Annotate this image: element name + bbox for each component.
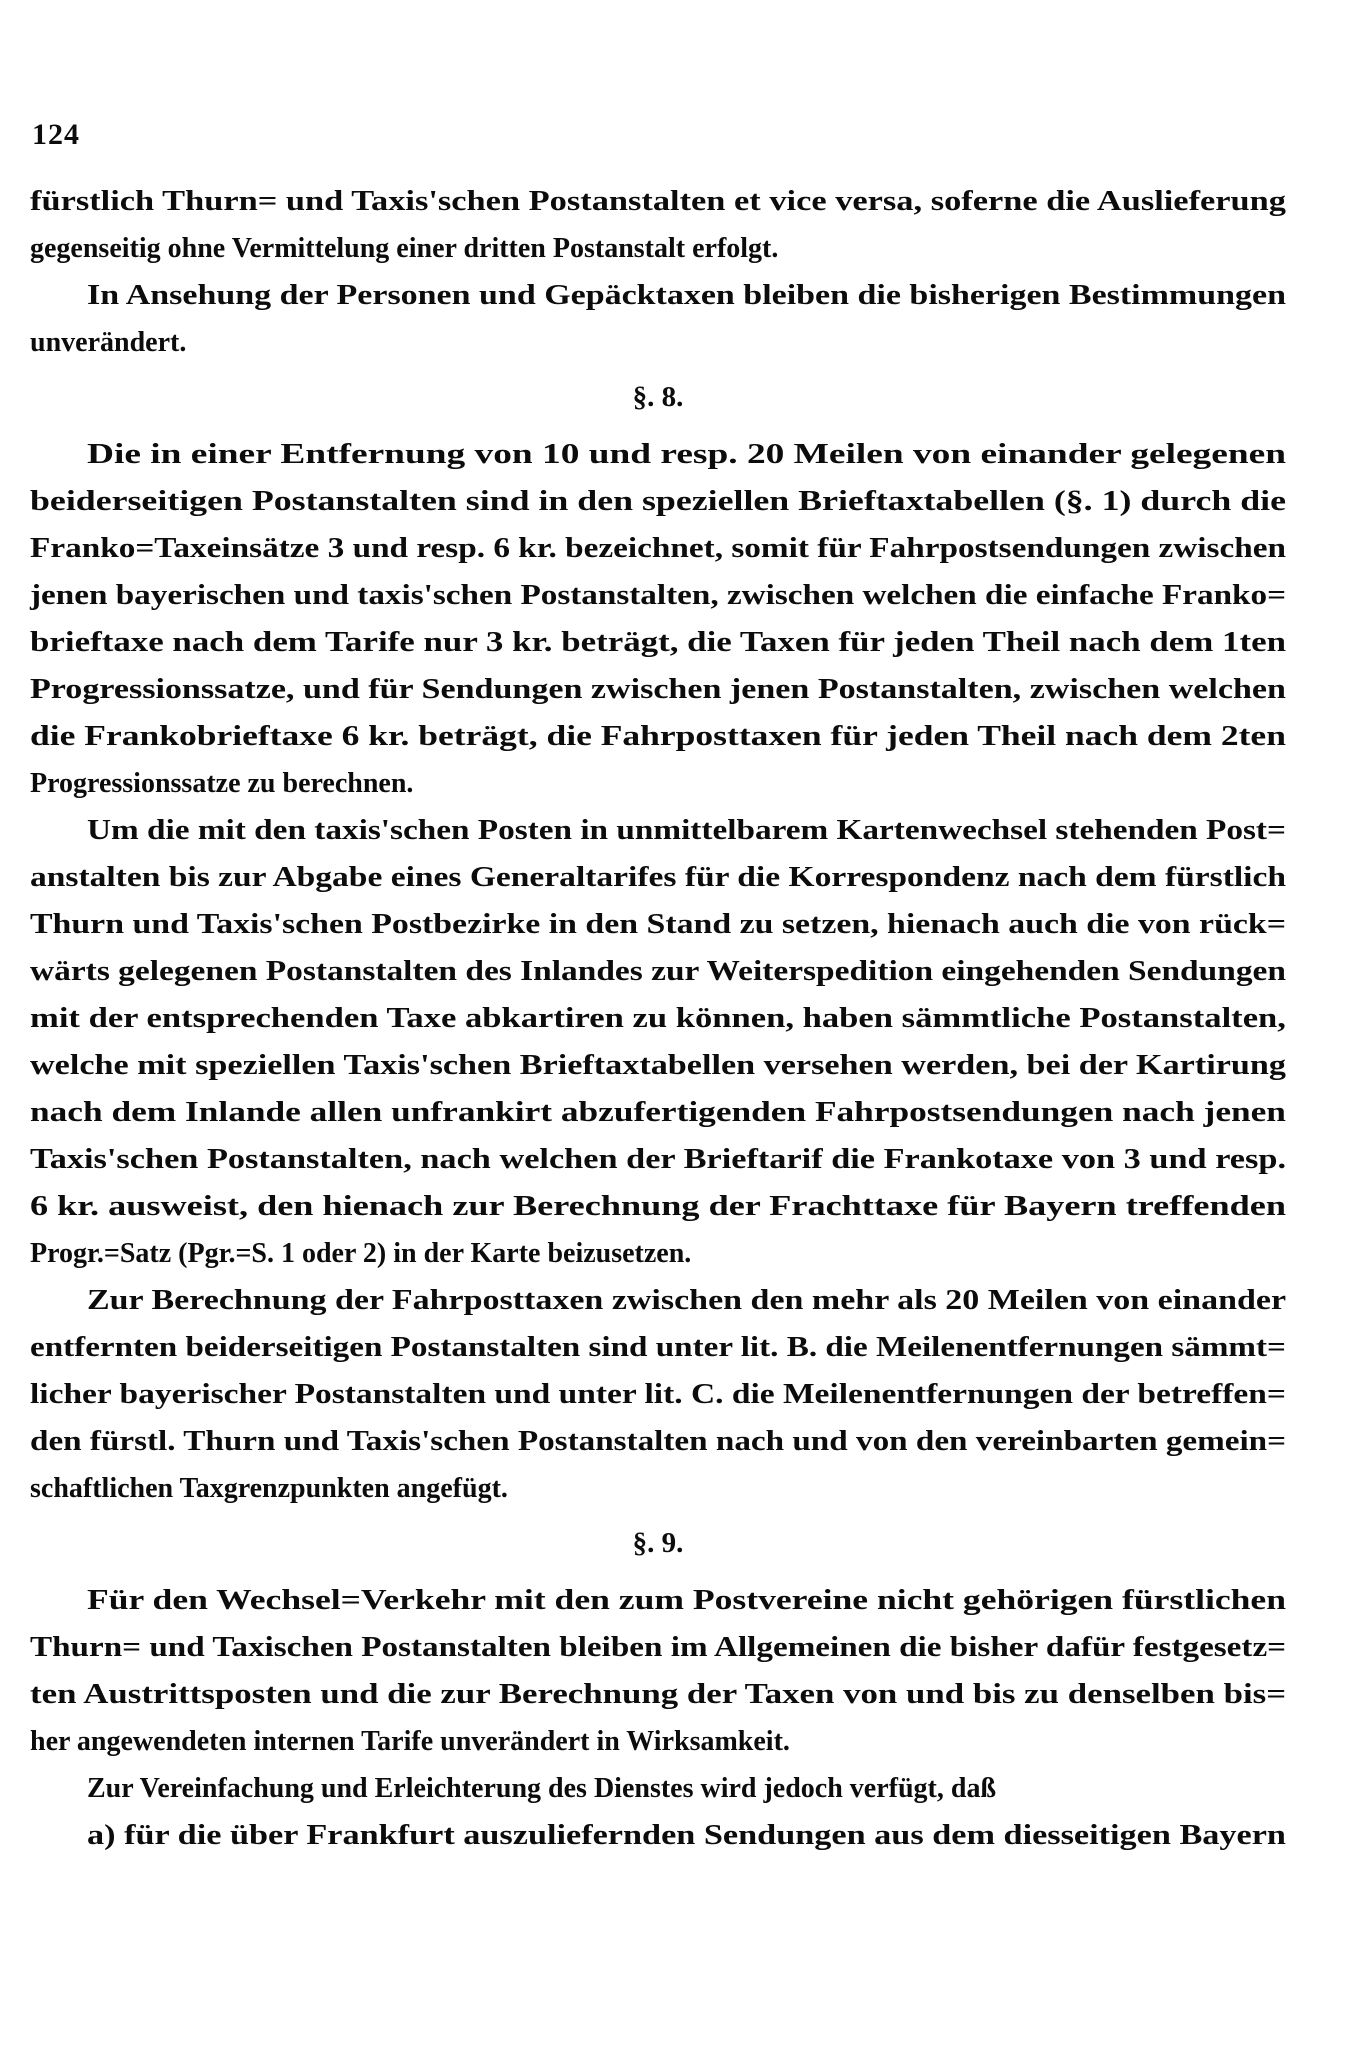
paragraph [30,807,1286,1277]
text-line [30,901,1286,948]
section-heading: §. 9. [632,1527,684,1559]
text-line-content: Taxis'schen Postanstalten, nach welchen der Brieftarif die Frankotaxe von 3 und resp. [30,1144,1287,1175]
text-line-content: In Ansehung der Personen und Gepäcktaxen bleiben die bisherigen Bestimmungen [87,280,1286,311]
text-line-content: entfernten beiderseitigen Postanstalten sind unter lit. B. die Meilenentfernungen sämmt= [30,1332,1286,1363]
text-line [30,854,1286,901]
text-line [30,225,1286,272]
text-line-content: Franko=Taxeinsätze 3 und resp. 6 kr. bezeichnet, somit für Fahrpostsendungen zwischen [30,533,1286,564]
text-line [30,431,1286,478]
text-line-content: unverändert. [30,327,187,358]
text-line-content: mit der entsprechenden Taxe abkartiren zu können, haben sämmtliche Postanstalten, [30,1003,1286,1034]
text-line [30,619,1286,666]
text-line-content: nach dem Inlande allen unfrankirt abzufertigenden Fahrpostsendungen nach jenen [30,1097,1286,1128]
text-line-content: Zur Vereinfachung und Erleichterung des Dienstes wird jedoch verfügt, daß [87,1773,997,1804]
paragraph [30,1277,1286,1512]
text-line [30,1136,1286,1183]
text-line [30,272,1286,319]
text-line-content: den fürstl. Thurn und Taxis'schen Postanstalten nach und von den vereinbarten gemein= [30,1426,1287,1457]
paragraph [30,1577,1286,1765]
text-line-content: Thurn= und Taxischen Postanstalten bleiben im Allgemeinen die bisher dafür festgesetz= [30,1632,1287,1663]
paragraph [30,1765,1286,1812]
text-line-content: Um die mit den taxis'schen Posten in unmittelbarem Kartenwechsel stehenden Post= [87,815,1286,846]
page-body-text [30,178,1286,1859]
page-number: 124 [32,118,80,151]
text-line [30,1718,1286,1765]
text-line [30,666,1286,713]
paragraph [30,431,1286,807]
text-line [30,995,1286,1042]
text-line-content: 6 kr. ausweist, den hienach zur Berechnung der Frachttaxe für Bayern treffenden [30,1191,1286,1222]
text-line-content: a) für die über Frankfurt auszuliefernden Sendungen aus dem diesseitigen Bayern [87,1820,1286,1851]
text-line-content: beiderseitigen Postanstalten sind in den speziellen Brieftaxtabellen (§. 1) durch die [30,486,1287,517]
text-line [30,1371,1286,1418]
text-line-content: die Frankobrieftaxe 6 kr. beträgt, die Fahrposttaxen für jeden Theil nach dem 2ten [30,721,1286,752]
text-line [30,1765,1286,1812]
list-item [30,1812,1286,1859]
text-line [30,478,1286,525]
text-line [30,1277,1286,1324]
text-line [30,1183,1286,1230]
text-line [30,1577,1286,1624]
text-line [30,1671,1286,1718]
text-line [30,713,1286,760]
text-line [30,1230,1286,1277]
text-line-content: licher bayerischer Postanstalten und unter lit. C. die Meilenentfernungen der betreffen= [30,1379,1286,1410]
section-heading: §. 8. [632,381,684,413]
text-line [30,1624,1286,1671]
text-line-content: her angewendeten internen Tarife unverändert in Wirksamkeit. [30,1726,790,1757]
paragraph [30,272,1286,366]
text-line-content: Thurn und Taxis'schen Postbezirke in den Stand zu setzen, hienach auch die von rück= [30,909,1286,940]
text-line-content: fürstlich Thurn= und Taxis'schen Postanstalten et vice versa, soferne die Auslieferung [30,186,1287,217]
text-line-content: Für den Wechsel=Verkehr mit den zum Postvereine nicht gehörigen fürstlichen [87,1585,1286,1616]
text-line [30,807,1286,854]
text-line-content: schaftlichen Taxgrenzpunkten angefügt. [30,1473,508,1504]
text-line-content: Zur Berechnung der Fahrposttaxen zwischen den mehr als 20 Meilen von einander [87,1285,1287,1316]
text-line-content: wärts gelegenen Postanstalten des Inlandes zur Weiterspedition eingehenden Sendungen [30,956,1286,987]
text-line-content: ten Austrittsposten und die zur Berechnung der Taxen von und bis zu denselben bis= [30,1679,1287,1710]
text-line-content: Progressionssatze zu berechnen. [30,768,414,799]
text-line-content: jenen bayerischen und taxis'schen Postanstalten, zwischen welchen die einfache Franko= [30,580,1286,611]
text-line [30,525,1286,572]
text-line [30,948,1286,995]
text-line [30,1812,1286,1859]
text-line-content: welche mit speziellen Taxis'schen Brieftaxtabellen versehen werden, bei der Kartirung [30,1050,1286,1081]
text-line [30,319,1286,366]
text-line-content: gegenseitig ohne Vermittelung einer dritten Postanstalt erfolgt. [30,233,779,264]
text-line-content: Die in einer Entfernung von 10 und resp. 20 Meilen von einander gelegenen [87,439,1286,470]
text-line-content: Progressionssatze, und für Sendungen zwischen jenen Postanstalten, zwischen welchen [30,674,1286,705]
text-line [30,760,1286,807]
text-line [30,1418,1286,1465]
text-line-content: brieftaxe nach dem Tarife nur 3 kr. beträgt, die Taxen für jeden Theil nach dem 1ten [30,627,1286,658]
text-line-content: anstalten bis zur Abgabe eines Generaltarifes für die Korrespondenz nach dem fürstlich [30,862,1287,893]
text-line [30,1465,1286,1512]
text-line-content: Progr.=Satz (Pgr.=S. 1 oder 2) in der Karte beizusetzen. [30,1238,692,1269]
text-line [30,572,1286,619]
text-line [30,1089,1286,1136]
text-line [30,178,1286,225]
text-line [30,1324,1286,1371]
text-line [30,1042,1286,1089]
paragraph [30,178,1286,272]
